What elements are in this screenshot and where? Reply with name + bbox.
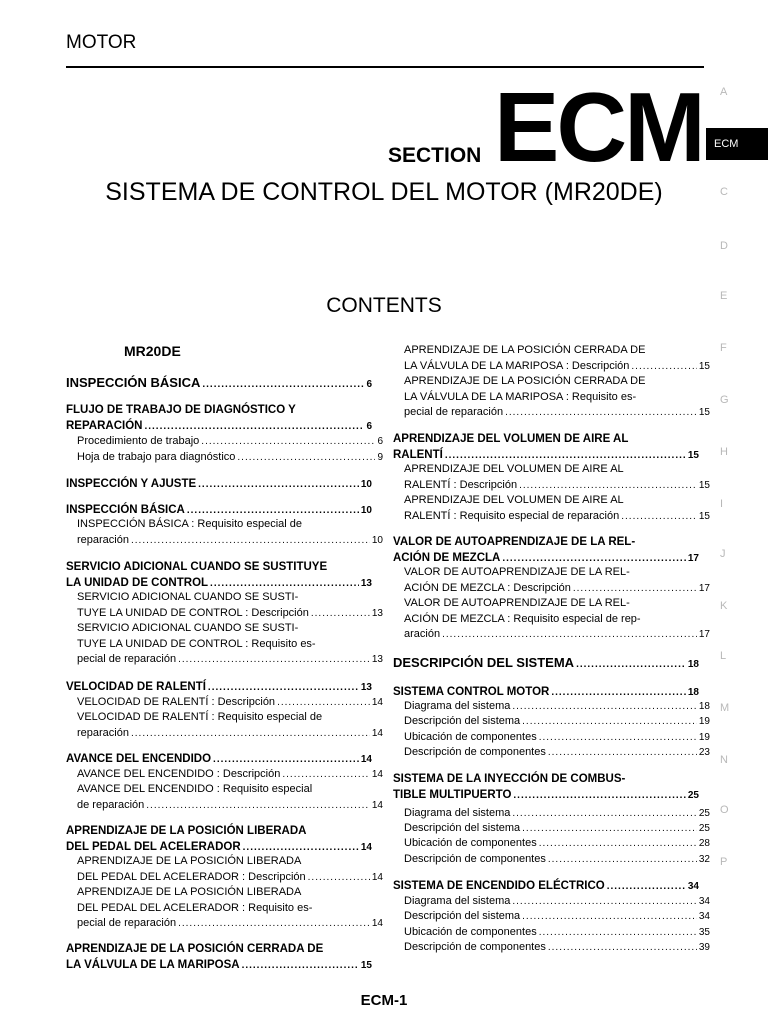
toc-page-number: 25 xyxy=(698,808,710,819)
toc-entry[interactable] xyxy=(393,374,710,421)
toc-page-number: 10 xyxy=(371,534,383,546)
dot-leader xyxy=(208,680,359,696)
toc-entry[interactable] xyxy=(66,941,372,974)
toc-entry-text: aración xyxy=(404,628,441,640)
toc-entry-text: SISTEMA CONTROL MOTOR xyxy=(393,686,550,698)
dot-leader xyxy=(548,745,697,761)
toc-entry-text: VELOCIDAD DE RALENTÍ : Requisito especial de xyxy=(77,711,323,723)
side-tab-a[interactable]: A xyxy=(720,86,728,98)
dot-leader xyxy=(539,730,697,746)
dot-leader xyxy=(548,852,697,868)
toc-entry-text: APRENDIZAJE DE LA POSICIÓN CERRADA DE xyxy=(404,375,646,387)
toc-entry-text: TUYE LA UNIDAD DE CONTROL : Descripción xyxy=(77,606,309,619)
toc-entry-text: APRENDIZAJE DE LA POSICIÓN CERRADA DE xyxy=(404,344,646,356)
toc-entry-text: RALENTÍ : Requisito especial de reparación xyxy=(404,509,620,522)
dot-leader xyxy=(576,656,686,673)
toc-entry-text: INSPECCIÓN BÁSICA xyxy=(66,504,185,516)
toc-entry[interactable] xyxy=(393,878,699,895)
dot-leader xyxy=(277,695,370,711)
toc-entry-text: APRENDIZAJE DE LA POSICIÓN CERRADA DE xyxy=(66,943,324,955)
motor-label: MOTOR xyxy=(66,32,137,53)
dot-leader xyxy=(308,870,370,886)
toc-entry[interactable] xyxy=(393,534,699,567)
toc-page-number: 6 xyxy=(366,379,372,390)
toc-entry[interactable] xyxy=(393,745,710,761)
toc-page-number: 34 xyxy=(687,881,699,892)
toc-page-number: 25 xyxy=(698,823,710,834)
toc-entry[interactable] xyxy=(393,699,710,715)
toc-entry-text: VALOR DE AUTOAPRENDIZAJE DE LA REL- xyxy=(404,597,630,609)
side-tab-ecm[interactable]: ECM xyxy=(706,128,768,160)
toc-entry-text: DEL PEDAL DEL ACELERADOR : Requisito es- xyxy=(77,901,313,914)
toc-page-number: 14 xyxy=(371,697,383,708)
toc-entry-text: LA VÁLVULA DE LA MARIPOSA : Requisito es- xyxy=(404,390,637,403)
dot-leader xyxy=(213,752,359,768)
side-tab-m[interactable]: M xyxy=(720,702,730,714)
toc-entry-text: ACIÓN DE MEZCLA xyxy=(393,552,501,564)
toc-entry-text: reparación xyxy=(77,726,129,739)
toc-entry-text: VELOCIDAD DE RALENTÍ xyxy=(66,681,206,693)
toc-entry-text: Diagrama del sistema xyxy=(404,807,511,819)
dot-leader xyxy=(631,359,696,375)
toc-entry-text: APRENDIZAJE DEL VOLUMEN DE AIRE AL xyxy=(404,463,624,475)
toc-entry[interactable] xyxy=(66,679,372,696)
toc-entry-text: Ubicación de componentes xyxy=(404,926,537,938)
toc-entry-text: LA UNIDAD DE CONTROL xyxy=(66,577,209,589)
dot-leader xyxy=(513,788,685,804)
toc-page-number: 14 xyxy=(371,918,383,929)
dot-leader xyxy=(202,376,364,393)
dot-leader xyxy=(522,821,697,837)
toc-page-number: 14 xyxy=(371,727,383,739)
toc-page-number: 17 xyxy=(698,582,710,594)
dot-leader xyxy=(178,916,370,932)
toc-entry[interactable] xyxy=(66,450,383,466)
dot-leader xyxy=(442,627,697,643)
dot-leader xyxy=(237,450,375,466)
toc-entry-text: Diagrama del sistema xyxy=(404,700,511,712)
toc-entry-text: Descripción del sistema xyxy=(404,822,521,834)
toc-page-number: 18 xyxy=(687,687,699,698)
toc-page-number: 19 xyxy=(698,716,710,727)
toc-entry-text: SERVICIO ADICIONAL CUANDO SE SUSTITUYE xyxy=(66,561,328,573)
toc-entry[interactable] xyxy=(66,782,383,813)
toc-entry-text: VALOR DE AUTOAPRENDIZAJE DE LA REL- xyxy=(393,536,636,548)
toc-entry-text: LA VÁLVULA DE LA MARIPOSA xyxy=(66,959,240,971)
toc-entry-text: DEL PEDAL DEL ACELERADOR : Descripción xyxy=(77,870,306,883)
side-tab-f[interactable]: F xyxy=(720,342,727,354)
side-tab-d[interactable]: D xyxy=(720,240,728,252)
toc-entry-text: Hoja de trabajo para diagnóstico xyxy=(77,451,236,463)
toc-entry-text: SERVICIO ADICIONAL CUANDO SE SUSTI- xyxy=(77,591,299,603)
toc-entry[interactable] xyxy=(393,343,710,374)
toc-page-number: 14 xyxy=(360,754,372,765)
toc-entry-text: TUYE LA UNIDAD DE CONTROL : Requisito es- xyxy=(77,637,316,650)
toc-page-number: 13 xyxy=(360,578,372,589)
toc-entry-text: AVANCE DEL ENCENDIDO xyxy=(66,753,212,765)
toc-page-number: 39 xyxy=(698,942,710,953)
toc-entry-text: LA VÁLVULA DE LA MARIPOSA : Descripción xyxy=(404,359,630,372)
side-tab-j[interactable]: J xyxy=(720,548,726,560)
dot-leader xyxy=(242,958,359,974)
toc-entry-text: Procedimiento de trabajo xyxy=(77,435,200,447)
toc-entry[interactable] xyxy=(66,710,383,741)
dot-leader xyxy=(144,419,364,435)
toc-entry[interactable] xyxy=(66,517,383,548)
side-tab-l[interactable]: L xyxy=(720,650,727,662)
toc-entry[interactable] xyxy=(393,940,710,956)
toc-page-number: 18 xyxy=(698,701,710,712)
toc-page-number: 32 xyxy=(698,854,710,865)
toc-entry[interactable] xyxy=(66,476,372,493)
toc-entry[interactable] xyxy=(66,402,372,435)
toc-entry-text: RALENTÍ xyxy=(393,449,443,461)
side-tab-c[interactable]: C xyxy=(720,186,728,198)
toc-page-number: 13 xyxy=(371,654,383,665)
toc-entry-text: AVANCE DEL ENCENDIDO : Requisito especial xyxy=(77,783,313,795)
toc-page-number: 10 xyxy=(360,479,372,490)
section-word: SECTION xyxy=(388,144,482,167)
dot-leader xyxy=(519,478,697,494)
dot-leader xyxy=(512,806,697,822)
toc-entry[interactable] xyxy=(66,751,372,768)
toc-page-number: 13 xyxy=(371,607,383,619)
contents-heading: CONTENTS xyxy=(326,294,442,317)
toc-page-number: 10 xyxy=(360,505,372,516)
toc-entry-text: Descripción de componentes xyxy=(404,746,546,758)
toc-entry-text: FLUJO DE TRABAJO DE DIAGNÓSTICO Y xyxy=(66,404,296,416)
side-tab-p[interactable]: P xyxy=(720,856,728,868)
dot-leader xyxy=(539,836,697,852)
toc-entry-text: AVANCE DEL ENCENDIDO : Descripción xyxy=(77,768,281,780)
toc-page-number: 9 xyxy=(377,452,383,463)
toc-entry[interactable] xyxy=(393,462,710,493)
toc-entry-text: SERVICIO ADICIONAL CUANDO SE SUSTI- xyxy=(77,622,299,634)
toc-entry-text: Diagrama del sistema xyxy=(404,895,511,907)
toc-page-number: 13 xyxy=(360,682,372,693)
toc-entry[interactable] xyxy=(393,431,699,464)
dot-leader xyxy=(311,606,370,622)
toc-page-number: 25 xyxy=(687,790,699,801)
toc-page-number: 15 xyxy=(698,510,710,522)
toc-entry[interactable] xyxy=(66,621,383,668)
engine-heading: MR20DE xyxy=(124,343,181,359)
dot-leader xyxy=(539,925,697,941)
toc-entry[interactable] xyxy=(393,852,710,868)
dot-leader xyxy=(131,726,370,742)
toc-entry-text: SISTEMA DE ENCENDIDO ELÉCTRICO xyxy=(393,880,605,892)
toc-entry-text: APRENDIZAJE DEL VOLUMEN DE AIRE AL xyxy=(404,494,624,506)
toc-entry-text: reparación xyxy=(77,533,129,546)
dot-leader xyxy=(621,509,697,525)
toc-entry[interactable] xyxy=(393,654,699,673)
toc-entry[interactable] xyxy=(393,925,710,941)
toc-entry[interactable] xyxy=(66,374,372,393)
toc-entry[interactable] xyxy=(66,767,383,783)
toc-entry[interactable] xyxy=(393,836,710,852)
side-tab-e[interactable]: E xyxy=(720,290,728,302)
toc-page-number: 15 xyxy=(698,360,710,372)
toc-entry[interactable] xyxy=(393,909,710,925)
toc-entry-text: APRENDIZAJE DE LA POSICIÓN LIBERADA xyxy=(77,855,302,867)
toc-page-number: 28 xyxy=(698,838,710,849)
toc-entry-text: Descripción de componentes xyxy=(404,853,546,865)
dot-leader xyxy=(282,767,370,783)
dot-leader xyxy=(512,894,697,910)
toc-page-number: 14 xyxy=(360,842,372,853)
toc-entry[interactable] xyxy=(393,714,710,730)
toc-entry-text: APRENDIZAJE DEL VOLUMEN DE AIRE AL xyxy=(393,433,629,445)
section-code: ECM xyxy=(494,72,703,182)
toc-entry-text: Descripción de componentes xyxy=(404,941,546,953)
toc-entry-text: VELOCIDAD DE RALENTÍ : Descripción xyxy=(77,696,276,708)
side-tab-g[interactable]: G xyxy=(720,394,729,406)
side-tab-i[interactable]: I xyxy=(720,498,724,510)
toc-entry[interactable] xyxy=(393,730,710,746)
dot-leader xyxy=(522,714,697,730)
toc-page-number: 18 xyxy=(687,659,699,670)
dot-leader xyxy=(505,405,697,421)
toc-page-number: 14 xyxy=(371,769,383,780)
toc-page-number: 15 xyxy=(360,960,372,971)
toc-page-number: 14 xyxy=(371,799,383,811)
toc-entry-text: TIBLE MULTIPUERTO xyxy=(393,789,512,801)
toc-entry-text: RALENTÍ : Descripción xyxy=(404,478,518,491)
toc-page-number: 17 xyxy=(698,629,710,640)
toc-entry-text: INSPECCIÓN BÁSICA xyxy=(66,375,201,390)
page-number: ECM-1 xyxy=(360,992,408,1009)
toc-entry[interactable] xyxy=(66,885,383,932)
toc-entry[interactable] xyxy=(393,821,710,837)
dot-leader xyxy=(131,533,370,549)
dot-leader xyxy=(573,581,697,597)
toc-page-number: 15 xyxy=(698,407,710,418)
dot-leader xyxy=(178,652,370,668)
toc-entry[interactable] xyxy=(393,596,710,643)
toc-entry-text: SISTEMA DE LA INYECCIÓN DE COMBUS- xyxy=(393,773,626,785)
toc-entry[interactable] xyxy=(393,565,710,596)
toc-page-number: 14 xyxy=(371,871,383,883)
toc-entry[interactable] xyxy=(66,854,383,885)
toc-entry-text: Ubicación de componentes xyxy=(404,731,537,743)
toc-entry[interactable] xyxy=(66,823,372,856)
toc-page-number: 34 xyxy=(698,911,710,922)
toc-entry-text: INSPECCIÓN BÁSICA : Requisito especial de xyxy=(77,518,302,530)
toc-entry-text: APRENDIZAJE DE LA POSICIÓN LIBERADA xyxy=(66,825,307,837)
toc-entry-text: Ubicación de componentes xyxy=(404,837,537,849)
toc-entry-text: Descripción del sistema xyxy=(404,715,521,727)
toc-page-number: 35 xyxy=(698,927,710,938)
side-tab-o[interactable]: O xyxy=(720,804,729,816)
toc-page-number: 15 xyxy=(687,450,699,461)
top-rule xyxy=(66,66,704,68)
toc-entry-text: REPARACIÓN xyxy=(66,420,143,432)
side-tab-h[interactable]: H xyxy=(720,446,728,458)
toc-entry-text: pecial de reparación xyxy=(404,406,504,418)
dot-leader xyxy=(146,798,370,814)
toc-entry-text: INSPECCIÓN Y AJUSTE xyxy=(66,478,197,490)
dot-leader xyxy=(198,477,359,493)
toc-entry[interactable] xyxy=(66,434,383,450)
dot-leader xyxy=(607,879,686,895)
toc-page-number: 6 xyxy=(366,421,372,432)
dot-leader xyxy=(522,909,697,925)
dot-leader xyxy=(548,940,697,956)
toc-entry-text: Descripción del sistema xyxy=(404,910,521,922)
side-tab-n[interactable]: N xyxy=(720,754,728,766)
section-subtitle: SISTEMA DE CONTROL DEL MOTOR (MR20DE) xyxy=(105,178,663,206)
side-tab-k[interactable]: K xyxy=(720,600,728,612)
toc-page-number: 23 xyxy=(698,747,710,758)
toc-page-number: 17 xyxy=(687,553,699,564)
toc-entry[interactable] xyxy=(393,493,710,524)
toc-entry-text: VALOR DE AUTOAPRENDIZAJE DE LA REL- xyxy=(404,566,630,578)
toc-entry-text: de reparación xyxy=(77,798,145,811)
toc-page-number: 6 xyxy=(377,436,383,447)
toc-entry-text: pecial de reparación xyxy=(77,653,177,665)
toc-page-number: 19 xyxy=(698,732,710,743)
toc-page-number: 15 xyxy=(698,479,710,491)
toc-entry-text: DEL PEDAL DEL ACELERADOR xyxy=(66,841,241,853)
toc-entry-text: DESCRIPCIÓN DEL SISTEMA xyxy=(393,655,575,670)
toc-entry-text: pecial de reparación xyxy=(77,917,177,929)
toc-entry[interactable] xyxy=(393,806,710,822)
toc-entry-text: ACIÓN DE MEZCLA : Descripción xyxy=(404,581,571,594)
toc-entry[interactable] xyxy=(393,894,710,910)
toc-entry[interactable] xyxy=(66,590,383,621)
toc-page-number: 34 xyxy=(698,896,710,907)
toc-entry-text: APRENDIZAJE DE LA POSICIÓN LIBERADA xyxy=(77,886,302,898)
dot-leader xyxy=(201,434,375,450)
toc-entry-text: ACIÓN DE MEZCLA : Requisito especial de rep- xyxy=(404,612,641,625)
dot-leader xyxy=(512,699,697,715)
toc-entry[interactable] xyxy=(393,771,699,804)
toc-entry[interactable] xyxy=(66,695,383,711)
toc-entry[interactable] xyxy=(66,559,372,592)
